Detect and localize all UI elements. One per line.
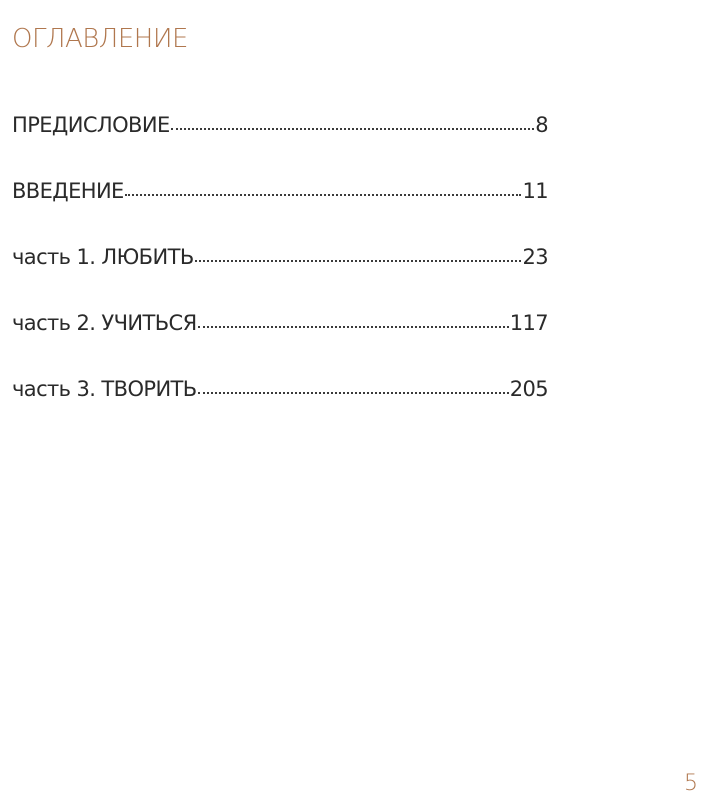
toc-entry-page-number: 8: [535, 113, 548, 137]
toc-entry-label: часть 2. УЧИТЬСЯ: [12, 311, 197, 335]
toc-entry-label: часть 3. ТВОРИТЬ: [12, 377, 197, 401]
toc-entry-part-2: [12, 308, 548, 338]
toc-entry-label: ПРЕДИСЛОВИЕ: [12, 113, 170, 137]
toc-entry-introduction: [12, 176, 548, 206]
toc-entry-preface: [12, 110, 548, 140]
dot-leader: [171, 127, 535, 130]
page-number: 5: [684, 771, 698, 796]
dot-leader: [198, 391, 509, 394]
dot-leader: [198, 325, 509, 328]
toc-entry-label: часть 1. ЛЮБИТЬ: [12, 245, 194, 269]
toc-entry-page-number: 11: [522, 179, 548, 203]
toc-entry-page-number: 117: [509, 311, 548, 335]
page-title: ОГЛАВЛЕНИЕ: [12, 24, 188, 55]
toc-entry-page-number: 23: [522, 245, 548, 269]
dot-leader: [195, 259, 522, 262]
toc-entry-part-3: [12, 374, 548, 404]
toc-entry-label: ВВЕДЕНИЕ: [12, 179, 124, 203]
toc-entry-part-1: [12, 242, 548, 272]
toc-entry-page-number: 205: [509, 377, 548, 401]
table-of-contents: [12, 110, 548, 440]
dot-leader: [125, 193, 522, 196]
